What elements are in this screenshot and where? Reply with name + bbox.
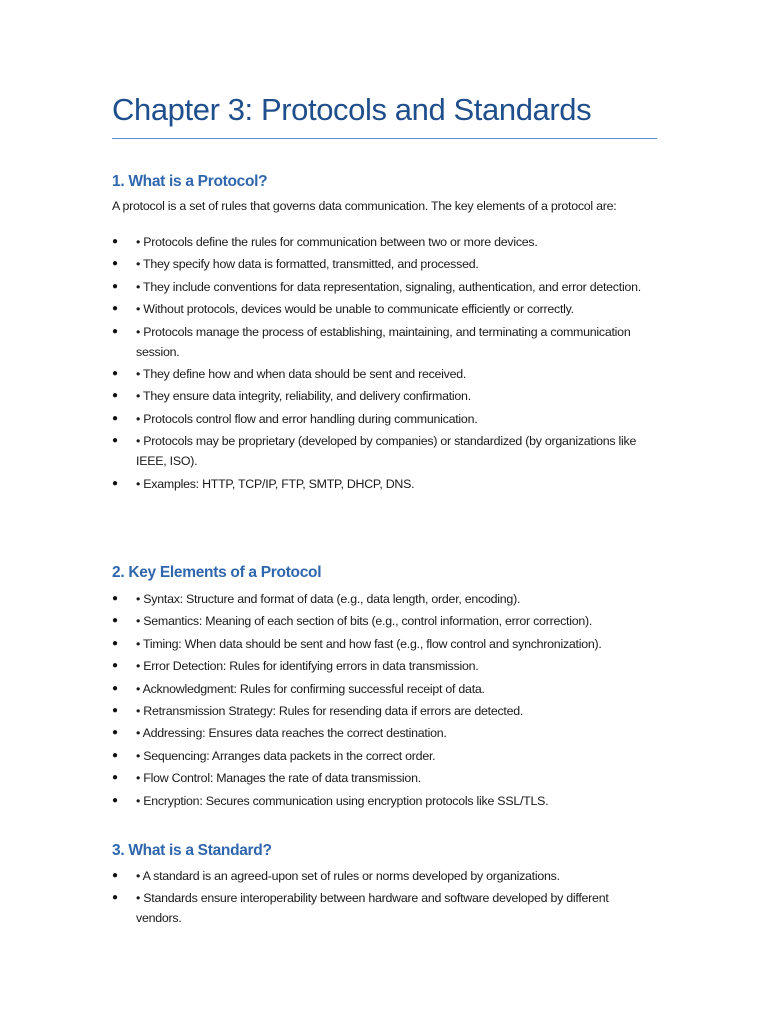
section-intro: A protocol is a set of rules that governs data communication. The key elements of a protocol are: bbox=[112, 199, 617, 213]
bullet-icon: ● bbox=[112, 870, 118, 881]
list-item-text: • Standards ensure interoperability between hardware and software developed by different vendors. bbox=[136, 891, 609, 926]
bullet-icon: ● bbox=[112, 637, 118, 649]
bullet-icon: ● bbox=[112, 303, 118, 315]
list-item bbox=[112, 322, 657, 362]
bullet-icon: ● bbox=[112, 749, 118, 761]
list-item-text: • Acknowledgment: Rules for confirming successful receipt of data. bbox=[136, 681, 485, 696]
bullet-icon: ● bbox=[112, 892, 118, 904]
list-item bbox=[112, 611, 657, 631]
list-item bbox=[112, 364, 657, 384]
bullet-icon: ● bbox=[112, 704, 118, 716]
bullet-icon: ● bbox=[112, 660, 118, 672]
bullet-icon: ● bbox=[112, 258, 118, 270]
list-item-text: • They ensure data integrity, reliability, and delivery confirmation. bbox=[136, 389, 471, 404]
section-what-is-protocol bbox=[112, 172, 657, 496]
list-item-text: • Without protocols, devices would be unable to communicate efficiently or correctly. bbox=[136, 302, 574, 317]
list-item-text: • Timing: When data should be sent and how fast (e.g., flow control and synchronization). bbox=[136, 636, 602, 651]
list-item-text: • Error Detection: Rules for identifying errors in data transmission. bbox=[136, 659, 479, 674]
bullet-icon: ● bbox=[112, 477, 118, 489]
list-item-text: • Protocols manage the process of establishing, maintaining, and terminating a communication session. bbox=[136, 324, 631, 359]
bullet-list bbox=[112, 589, 657, 811]
list-item bbox=[112, 656, 657, 676]
section-heading: 3. What is a Standard? bbox=[112, 842, 272, 859]
list-item bbox=[112, 431, 657, 471]
list-item-text: • Protocols control flow and error handling during communication. bbox=[136, 411, 478, 426]
section-heading: 2. Key Elements of a Protocol bbox=[112, 564, 322, 581]
list-item bbox=[112, 679, 657, 699]
chapter-title: Chapter 3: Protocols and Standards bbox=[112, 92, 592, 127]
list-item-text: • They include conventions for data representation, signaling, authentication, and error detection. bbox=[136, 279, 641, 294]
bullet-icon: ● bbox=[112, 325, 118, 337]
bullet-icon: ● bbox=[112, 615, 118, 627]
section-heading: 1. What is a Protocol? bbox=[112, 173, 268, 190]
bullet-icon: ● bbox=[112, 412, 118, 424]
list-item-text: • They define how and when data should be sent and received. bbox=[136, 366, 467, 381]
list-item-text: • Encryption: Secures communication using encryption protocols like SSL/TLS. bbox=[136, 793, 549, 808]
list-item bbox=[112, 866, 657, 886]
bullet-icon: ● bbox=[112, 682, 118, 694]
bullet-icon: ● bbox=[112, 236, 118, 247]
list-item-text: • Flow Control: Manages the rate of data transmission. bbox=[136, 771, 421, 786]
bullet-icon: ● bbox=[112, 280, 118, 292]
list-item-text: • They specify how data is formatted, transmitted, and processed. bbox=[136, 257, 479, 272]
list-item-text: • Retransmission Strategy: Rules for resending data if errors are detected. bbox=[136, 703, 524, 718]
list-item bbox=[112, 277, 657, 297]
list-item bbox=[112, 409, 657, 429]
bullet-list bbox=[112, 866, 657, 928]
bullet-icon: ● bbox=[112, 367, 118, 379]
list-item bbox=[112, 232, 657, 252]
list-item bbox=[112, 634, 657, 654]
list-item-text: • Addressing: Ensures data reaches the correct destination. bbox=[136, 726, 447, 741]
title-divider bbox=[112, 138, 657, 139]
list-item-text: • Semantics: Meaning of each section of bits (e.g., control information, error correction). bbox=[136, 614, 593, 629]
list-item bbox=[112, 768, 657, 788]
bullet-list bbox=[112, 232, 657, 494]
list-item bbox=[112, 254, 657, 274]
list-item bbox=[112, 746, 657, 766]
bullet-icon: ● bbox=[112, 772, 118, 784]
list-item-text: • Syntax: Structure and format of data (e.g., data length, order, encoding). bbox=[136, 592, 521, 606]
list-item-text: • A standard is an agreed-upon set of rules or norms developed by organizations. bbox=[136, 869, 560, 883]
bullet-icon: ● bbox=[112, 390, 118, 402]
list-item bbox=[112, 888, 657, 928]
list-item bbox=[112, 791, 657, 811]
list-item bbox=[112, 589, 657, 609]
bullet-icon: ● bbox=[112, 435, 118, 447]
list-item bbox=[112, 723, 657, 743]
list-item bbox=[112, 386, 657, 406]
bullet-icon: ● bbox=[112, 593, 118, 604]
section-what-is-standard bbox=[112, 841, 657, 931]
list-item bbox=[112, 299, 657, 319]
list-item-text: • Protocols define the rules for communication between two or more devices. bbox=[136, 235, 538, 249]
list-item bbox=[112, 701, 657, 721]
list-item-text: • Examples: HTTP, TCP/IP, FTP, SMTP, DHCP, DNS. bbox=[136, 476, 415, 491]
bullet-icon: ● bbox=[112, 794, 118, 806]
section-key-elements bbox=[112, 563, 657, 813]
list-item bbox=[112, 474, 657, 494]
list-item-text: • Sequencing: Arranges data packets in the correct order. bbox=[136, 748, 436, 763]
list-item-text: • Protocols may be proprietary (developed by companies) or standardized (by organizations like IEEE, ISO). bbox=[136, 434, 637, 469]
bullet-icon: ● bbox=[112, 727, 118, 739]
